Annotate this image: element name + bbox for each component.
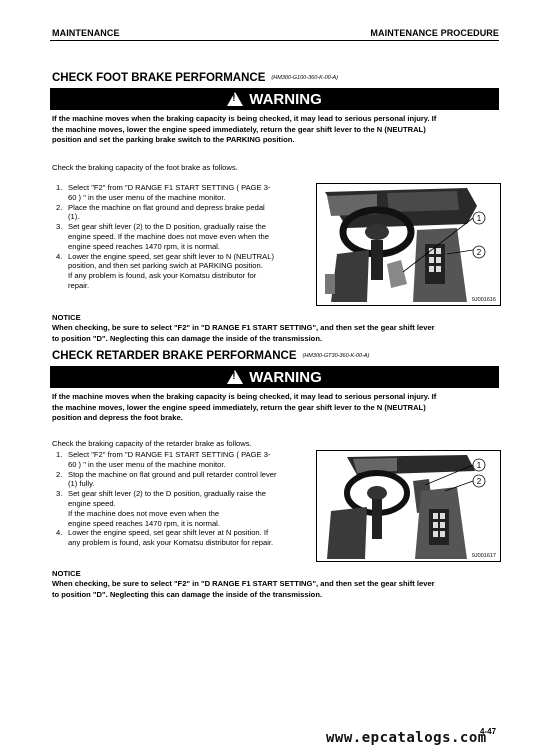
step-line: any problem is found, ask your Komatsu distributor for repair. <box>68 538 274 548</box>
section2-warning-label: WARNING <box>249 368 322 386</box>
step-item <box>56 183 308 203</box>
header-left: MAINTENANCE <box>52 28 120 38</box>
section1-notice-text <box>52 323 499 344</box>
section2-warning-bar <box>50 366 499 388</box>
section1-warning-text <box>52 114 497 146</box>
header-right: MAINTENANCE PROCEDURE <box>370 28 499 38</box>
step-item <box>56 222 308 251</box>
step-line: Select "F2" from "D RANGE F1 START SETTING ( PAGE 3- <box>68 183 271 192</box>
section1-steps <box>56 183 308 291</box>
step-item <box>56 203 308 223</box>
retarder-lever-illustration <box>317 451 500 561</box>
step-line: Select "F2" from "D RANGE F1 START SETTING ( PAGE 3- <box>68 450 271 459</box>
warning-icon: ! <box>227 370 243 384</box>
step-number: 2. <box>56 469 63 479</box>
step-number: 4. <box>56 251 63 261</box>
step-line: If any problem is found, ask your Komatsu distributor for <box>68 271 257 281</box>
callout-2: 2 <box>476 248 482 257</box>
watermark-link[interactable]: www.epcatalogs.com <box>326 730 487 746</box>
header-rule <box>50 40 499 41</box>
step-number: 3. <box>56 222 63 232</box>
section2-code: (HM300-GT30-360-K-00-A) <box>302 352 370 359</box>
section2-steps <box>56 450 308 548</box>
warning-line: position and depress the foot brake. <box>52 413 183 422</box>
warning-line: If the machine moves when the braking capacity is being checked, it may lead to serious personal injury. If <box>52 392 437 401</box>
warning-line: If the machine moves when the braking capacity is being checked, it may lead to serious personal injury. If <box>52 114 437 123</box>
step-line: If the machine does not move even when the <box>68 508 220 518</box>
step-number: 3. <box>56 489 63 499</box>
callout-2: 2 <box>476 477 482 486</box>
section1-warning-label: WARNING <box>249 90 322 108</box>
section1-title-text: CHECK FOOT BRAKE PERFORMANCE <box>52 72 266 84</box>
step-line: Place the machine on flat ground and depress brake pedal <box>68 202 265 212</box>
section2-figure-code: 9J001617 <box>471 553 496 559</box>
step-line: Lower the engine speed, set gear shift lever at N position. If <box>68 528 269 538</box>
section2-title <box>52 350 369 362</box>
notice-line: When checking, be sure to select "F2" in "D RANGE F1 START SETTING", and then set the gear shift lever <box>52 323 435 332</box>
step-line: Set gear shift lever (2) to the D position, gradually raise the <box>68 489 266 499</box>
callout-1: 1 <box>476 461 482 470</box>
section1-title <box>52 72 338 84</box>
section1-code: (HM300-G100-360-K-00-A) <box>271 74 339 81</box>
step-line: 60 ) " in the user menu of the machine monitor. <box>68 459 226 469</box>
step-line: engine speed reaches 1470 rpm, it is normal. <box>68 518 220 528</box>
section1-warning-bar <box>50 88 499 110</box>
step-line: Lower the engine speed, set gear shift lever to N (NEUTRAL) <box>68 251 274 261</box>
step-item <box>56 489 308 528</box>
section2-title-text: CHECK RETARDER BRAKE PERFORMANCE <box>52 350 297 362</box>
step-line: (1) fully. <box>68 479 95 489</box>
warning-line: the machine moves, lower the engine speed immediately, return the gear shift lever to the N (NEUTRAL) <box>52 124 426 134</box>
step-number: 2. <box>56 202 63 212</box>
notice-line: When checking, be sure to select "F2" in "D RANGE F1 START SETTING", and then set the gear shift lever <box>52 579 435 588</box>
section2-intro: Check the braking capacity of the retarder brake as follows. <box>52 439 252 448</box>
step-line: engine speed. <box>68 498 116 508</box>
step-line: (1). <box>68 212 80 222</box>
notice-line: to position "D". Neglecting this can damage the inside of the transmission. <box>52 333 323 343</box>
section1-figure <box>316 183 501 306</box>
callout-1: 1 <box>476 214 482 223</box>
step-line: Set gear shift lever (2) to the D position, gradually raise the <box>68 222 266 232</box>
step-line: position, and then set parking swich at PARKING position. <box>68 261 263 271</box>
step-item <box>56 528 308 548</box>
section2-figure <box>316 450 501 562</box>
step-number: 4. <box>56 528 63 538</box>
step-item <box>56 450 308 470</box>
page-number: 4-47 <box>480 727 497 736</box>
section2-notice-heading: NOTICE <box>52 569 81 578</box>
step-line: engine speed. If the machine does not move even when the <box>68 231 269 241</box>
step-item <box>56 470 308 490</box>
step-number: 1. <box>56 183 63 192</box>
section1-figure-code: 9J001616 <box>471 297 496 303</box>
step-item <box>56 252 308 291</box>
warning-line: position and set the parking brake switch to the PARKING position. <box>52 135 295 144</box>
step-line: Stop the machine on flat ground and pull retarder control lever <box>68 469 277 479</box>
section1-notice-heading: NOTICE <box>52 313 81 322</box>
section2-notice-text <box>52 579 499 600</box>
step-line: 60 ) " in the user menu of the machine monitor. <box>68 192 226 202</box>
section2-warning-text <box>52 392 497 424</box>
section1-intro: Check the braking capacity of the foot brake as follows. <box>52 163 238 172</box>
step-number: 1. <box>56 450 63 459</box>
warning-line: the machine moves, lower the engine speed immediately, return the gear shift lever to the N (NEUTRAL) <box>52 402 426 412</box>
step-line: engine speed reaches 1470 rpm, it is normal. <box>68 241 220 251</box>
notice-line: to position "D". Neglecting this can damage the inside of the transmission. <box>52 589 323 599</box>
step-line: repair. <box>68 280 90 290</box>
cab-interior-illustration <box>317 184 500 305</box>
warning-icon: ! <box>227 92 243 106</box>
